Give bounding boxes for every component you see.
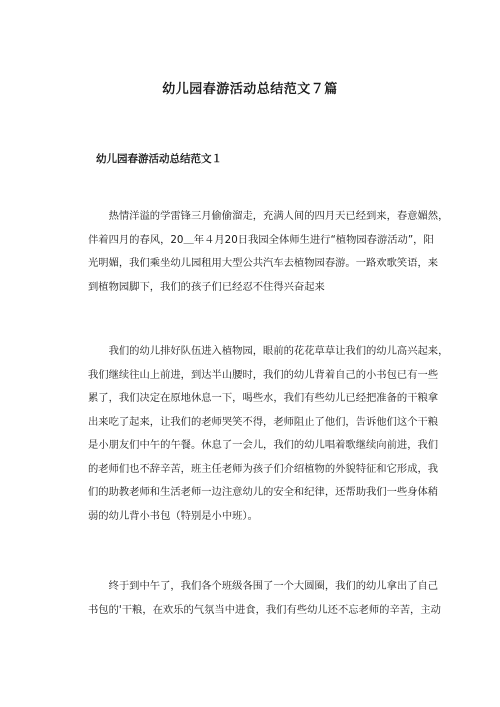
paragraph-line: 的老师们也不辞辛苦，班主任老师为孩子们介绍植物的外貌特征和它形成，我 bbox=[88, 462, 439, 475]
paragraph-line: 伴着四月的春风，20＿年４月20日我园全体师生进行“植物园春游活动”，阳 bbox=[88, 233, 434, 246]
paragraph-2 bbox=[88, 340, 449, 528]
paragraph-line: 弱的幼儿背小书包（特别是小中班）。 bbox=[88, 509, 258, 522]
paragraph-line: 我们的幼儿排好队伍进入植物园，眼前的花花草草让我们的幼儿高兴起来， bbox=[88, 345, 449, 357]
paragraph-line: 光明媚，我们乘坐幼儿园租用大型公共汽车去植物园春游。一路欢歌笑语，来 bbox=[88, 257, 439, 269]
paragraph-line: 们的助教老师和生活老师一边注意幼儿的安全和纪律，还帮助我们一些身体稍 bbox=[88, 486, 439, 498]
document-title: 幼儿园春游活动总结范文７篇 bbox=[162, 82, 338, 97]
paragraph-1 bbox=[88, 205, 449, 299]
paragraph-line: 我们继续往山上前进，到达半山腰时，我们的幼儿背着自己的小书包已有一些 bbox=[88, 368, 439, 381]
paragraph-line: 是小朋友们中午的午餐。休息了一会儿，我们的幼儿唱着歌继续向前进，我们 bbox=[88, 439, 439, 451]
paragraph-line: 累了，我们决定在原地休息一下，喝些水，我们有些幼儿已经把准备的干粮拿 bbox=[88, 392, 439, 404]
paragraph-line: 热情洋溢的学雷锋三月偷偷溜走，充满人间的四月天已经到来，春意媚然， bbox=[88, 210, 449, 222]
paragraph-line: 终于到中午了，我们各个班级各围了一个大圆圈，我们的幼儿拿出了自己 bbox=[88, 580, 439, 592]
paragraph-line: 到植物园脚下，我们的孩子们已经忍不住得兴奋起来 bbox=[88, 280, 325, 293]
paragraph-line: 书包的'干粮，在欢乐的气氛当中进食，我们有些幼儿还不忘老师的辛苦，主动 bbox=[88, 603, 441, 616]
paragraph-3 bbox=[88, 575, 441, 622]
section-subtitle: 幼儿园春游活动总结范文１ bbox=[96, 153, 222, 165]
paragraph-line: 出来吃了起来，让我们的老师哭笑不得，老师阻止了他们，告诉他们这个干粮 bbox=[88, 415, 439, 428]
